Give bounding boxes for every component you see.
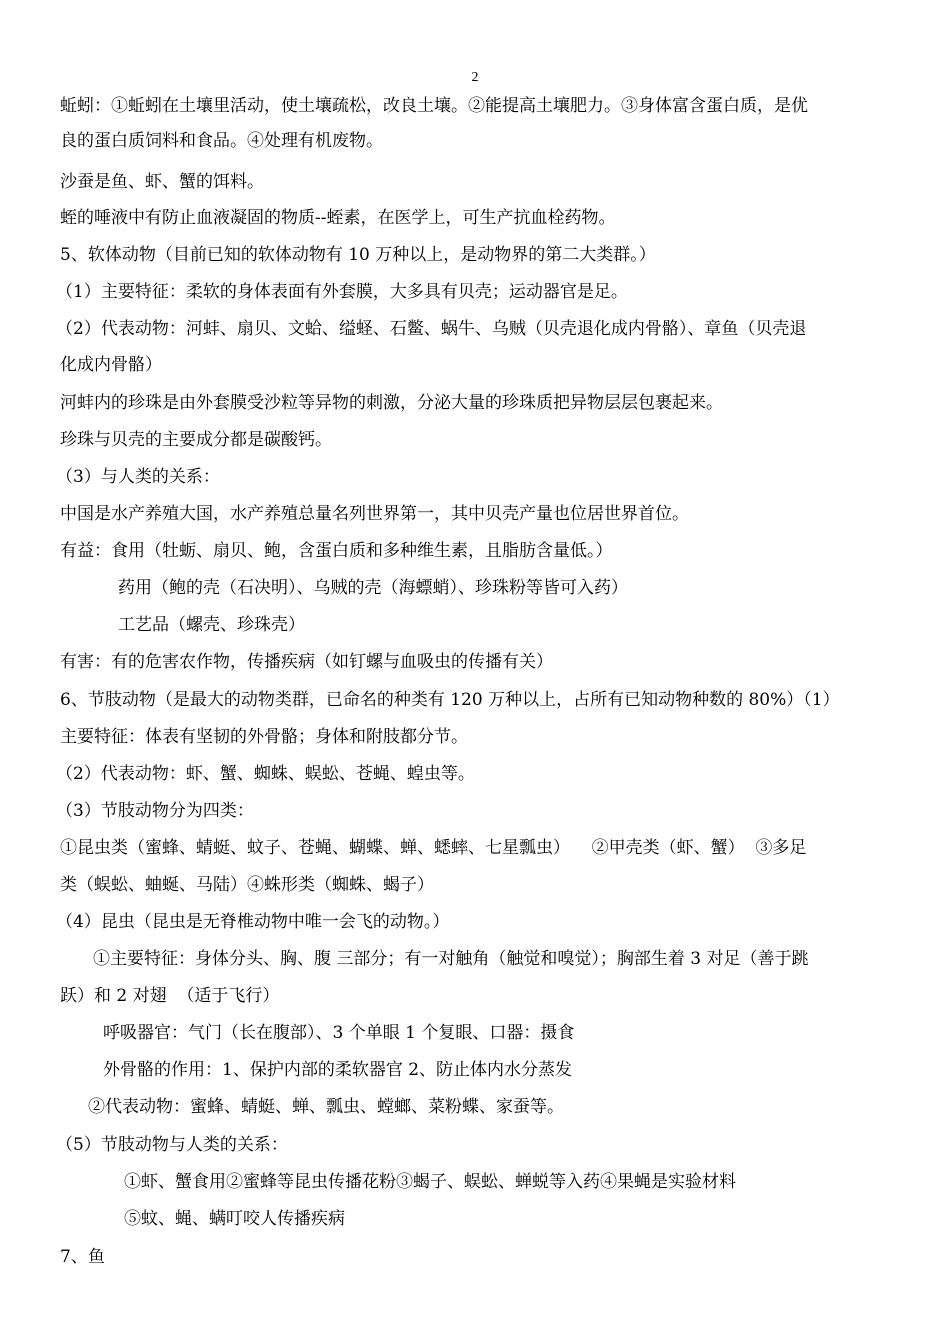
text-line: 珍珠与贝壳的主要成分都是碳酸钙。 (60, 430, 332, 450)
text-line: ①昆虫类（蜜蜂、蜻蜓、蚊子、苍蝇、蝴蝶、蝉、蟋蟀、七星瓢虫） ②甲壳类（虾、蟹） ③多足 (60, 838, 807, 858)
section-heading: 6、节肢动物（是最大的动物类群，已命名的种类有 120 万种以上，占所有已知动物种数的 80%）（1） (60, 690, 840, 710)
page-number: 2 (471, 70, 479, 85)
text-line: ①主要特征：身体分头、胸、腹 三部分；有一对触角（触觉和嗅觉）；胸部生着 3 对足（善于跳 (93, 949, 809, 969)
section-heading: 5、软体动物（目前已知的软体动物有 10 万种以上，是动物界的第二大类群。） (60, 245, 656, 265)
text-line: ⑤蚊、蝇、螨叮咬人传播疾病 (124, 1209, 345, 1229)
text-line: （2）代表动物：虾、蟹、蜘蛛、蜈蚣、苍蝇、蝗虫等。 (56, 764, 475, 784)
text-line: 外骨骼的作用：1、保护内部的柔软器官 2、防止体内水分蒸发 (103, 1060, 573, 1080)
text-line: 河蚌内的珍珠是由外套膜受沙粒等异物的刺激，分泌大量的珍珠质把异物层层包裹起来。 (60, 393, 723, 413)
text-line: 沙蚕是鱼、虾、蟹的饵料。 (60, 172, 264, 192)
text-line: （5）节肢动物与人类的关系： (56, 1135, 288, 1155)
text-line: （4）昆虫（昆虫是无脊椎动物中唯一会飞的动物。） (56, 912, 450, 932)
text-line: 良的蛋白质饲料和食品。④处理有机废物。 (60, 131, 383, 151)
text-line: （3）节肢动物分为四类： (56, 801, 254, 821)
text-line: ①虾、蟹食用②蜜蜂等昆虫传播花粉③蝎子、蜈蚣、蝉蜕等入药④果蝇是实验材料 (124, 1172, 736, 1192)
text-line: 药用（鲍的壳（石决明）、乌贼的壳（海螵蛸）、珍珠粉等皆可入药） (118, 578, 628, 598)
text-line: 蛭的唾液中有防止血液凝固的物质--蛭素，在医学上，可生产抗血栓药物。 (60, 208, 616, 228)
text-line: 工艺品（螺壳、珍珠壳） (118, 615, 305, 635)
text-line: 跃）和 2 对翅 （适于飞行） (60, 986, 280, 1006)
text-line: 化成内骨骼） (60, 355, 162, 375)
section-heading: 7、鱼 (60, 1247, 105, 1267)
text-line: 主要特征：体表有坚韧的外骨骼；身体和附肢都分节。 (60, 727, 468, 747)
text-line: 中国是水产养殖大国，水产养殖总量名列世界第一，其中贝壳产量也位居世界首位。 (60, 504, 689, 524)
text-line: 有害：有的危害农作物，传播疾病（如钉螺与血吸虫的传播有关） (60, 652, 553, 672)
text-line: （2）代表动物：河蚌、扇贝、文蛤、缢蛏、石鳖、蜗牛、乌贼（贝壳退化成内骨骼）、章鱼（贝壳退 (56, 319, 807, 339)
text-line: 蚯蚓：①蚯蚓在土壤里活动，使土壤疏松，改良土壤。②能提高土壤肥力。③身体富含蛋白质，是优 (60, 96, 808, 116)
text-line: （1）主要特征：柔软的身体表面有外套膜，大多具有贝壳；运动器官是足。 (56, 282, 628, 302)
text-line: 类（蜈蚣、蚰蜒、马陆）④蛛形类（蜘蛛、蝎子） (60, 875, 434, 895)
text-line: 有益：食用（牡蛎、扇贝、鲍，含蛋白质和多种维生素，且脂肪含量低。） (60, 541, 613, 561)
text-line: （3）与人类的关系： (56, 467, 220, 487)
text-line: ②代表动物：蜜蜂、蜻蜓、蝉、瓢虫、螳螂、菜粉蝶、家蚕等。 (88, 1097, 564, 1117)
text-line: 呼吸器官：气门（长在腹部）、3 个单眼 1 个复眼、口器：摄食 (103, 1023, 575, 1043)
